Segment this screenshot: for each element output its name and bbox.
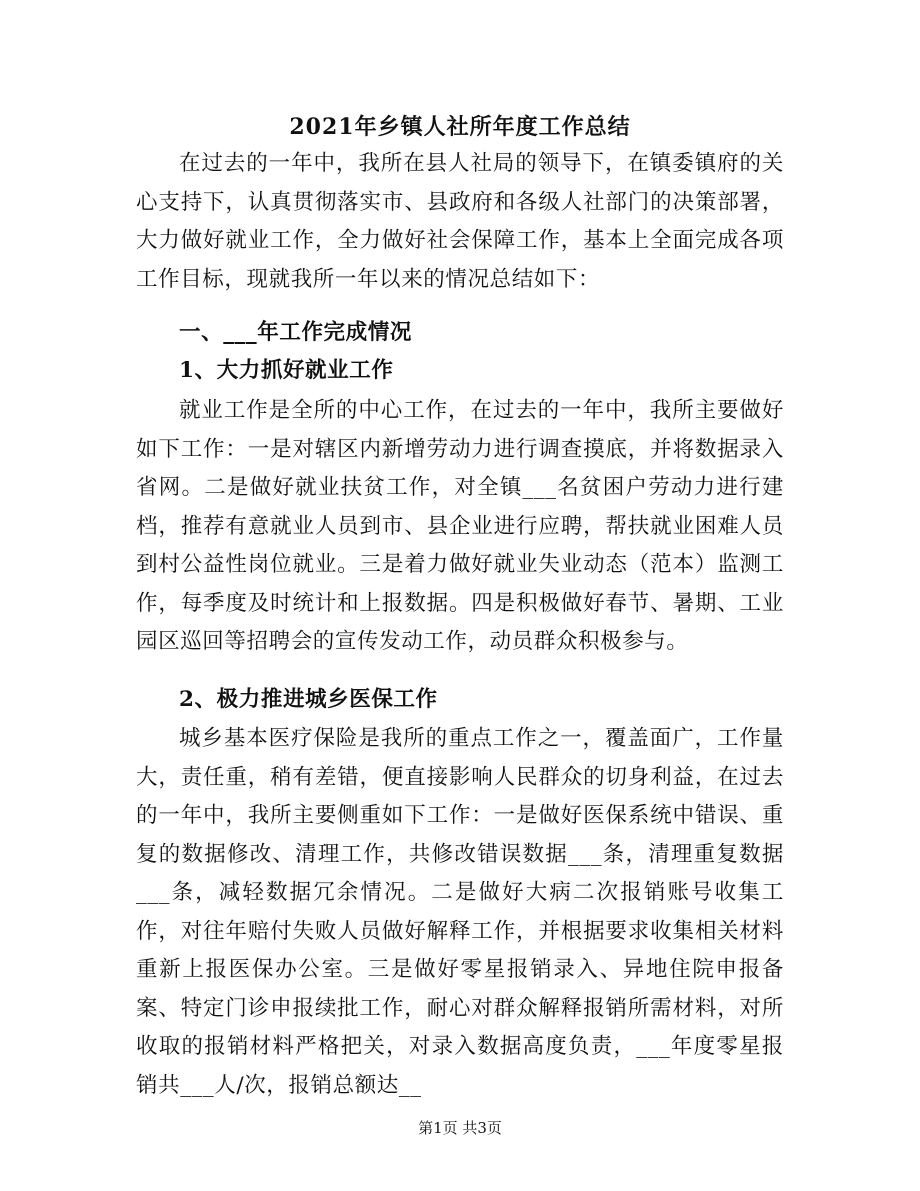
page-number-footer: 第1页 共3页 xyxy=(418,1119,502,1137)
intro-paragraph: 在过去的一年中，我所在县人社局的领导下，在镇委镇府的关心支持下，认真贯彻落实市、县政府和各级人社部门的决策部署，大力做好就业工作，全力做好社会保障工作，基本上全面完成各项工作目标，现就我所一年以来的情况总结如下： xyxy=(136,151,784,292)
subsection-heading-medical-insurance: 2、极力推进城乡医保工作 xyxy=(179,687,438,712)
employment-paragraph: 就业工作是全所的中心工作，在过去的一年中，我所主要做好如下工作：一是对辖区内新增劳动力进行调查摸底，并将数据录入省网。二是做好就业扶贫工作，对全镇___名贫困户劳动力进行建档，推荐有意就业人员到市、县企业进行应聘，帮扶就业困难人员到村公益性岗位就业。三是着力做好就业失业动态（范本）监测工作，每季度及时统计和上报数据。四是积极做好春节、暑期、工业园区巡回等招聘会的宣传发动工作，动员群众积极参与。 xyxy=(136,398,784,654)
subsection-heading-employment: 1、大力抓好就业工作 xyxy=(179,358,394,383)
document-title: 2021年乡镇人社所年度工作总结 xyxy=(289,114,631,140)
section-heading-1: 一、___年工作完成情况 xyxy=(179,320,412,345)
medical-insurance-paragraph: 城乡基本医疗保险是我所的重点工作之一，覆盖面广，工作量大，责任重，稍有差错，便直接影响人民群众的切身利益，在过去的一年中，我所主要侧重如下工作：一是做好医保系统中错误、重复的数据修改、清理工作，共修改错误数据___条，清理重复数据___条，减轻数据冗余情况。二是做好大病二次报销账号收集工作，对往年赔付失败人员做好解释工作，并根据要求收集相关材料重新上报医保办公室。三是做好零星报销录入、异地住院申报备案、特定门诊申报续批工作，耐心对群众解释报销所需材料，对所收取的报销材料严格把关，对录入数据高度负责，___年度零星报销共___人/次，报销总额达__ xyxy=(136,726,784,1098)
